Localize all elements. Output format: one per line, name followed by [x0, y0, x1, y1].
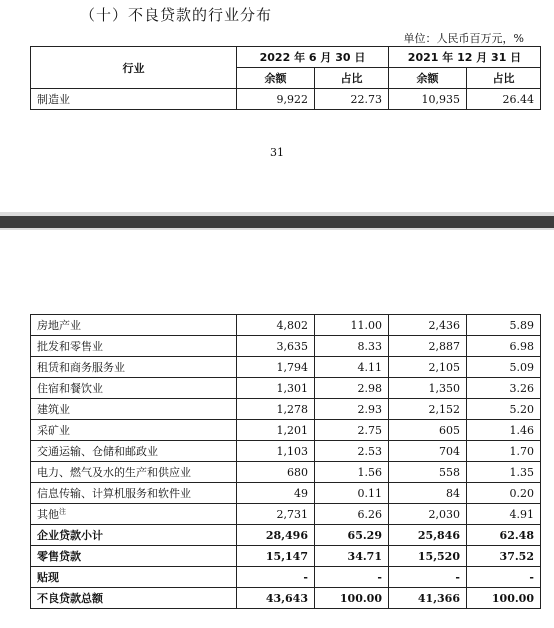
row-ratio-2021: 26.44 [467, 89, 541, 110]
row-ratio-2021: 100.00 [467, 588, 541, 609]
row-industry: 贴现 [31, 567, 237, 588]
table-row [31, 546, 541, 567]
row-balance-2022: 1,201 [237, 420, 315, 441]
page-number: 31 [270, 146, 284, 159]
row-balance-2021: 2,105 [389, 357, 467, 378]
table-row [31, 378, 541, 399]
footnote-marker: 注 [59, 507, 66, 516]
table-row [31, 336, 541, 357]
row-ratio-2022: 4.11 [315, 357, 389, 378]
row-ratio-2022: 1.56 [315, 462, 389, 483]
row-balance-2022: 3,635 [237, 336, 315, 357]
row-ratio-2022: 65.29 [315, 525, 389, 546]
row-balance-2022: 49 [237, 483, 315, 504]
row-industry: 信息传输、计算机服务和软件业 [31, 483, 237, 504]
row-ratio-2022: 100.00 [315, 588, 389, 609]
row-ratio-2022: 6.26 [315, 504, 389, 525]
row-industry: 其他$^注$ [31, 504, 237, 525]
row-industry: 批发和零售业 [31, 336, 237, 357]
row-industry: 建筑业 [31, 399, 237, 420]
row-ratio-2021: 1.70 [467, 441, 541, 462]
table-row [31, 588, 541, 609]
header-industry: 行业 [31, 47, 237, 89]
table-row [31, 420, 541, 441]
table-row [31, 441, 541, 462]
page-break-bar [0, 216, 554, 228]
row-balance-2021: 1,350 [389, 378, 467, 399]
row-ratio-2022: 2.53 [315, 441, 389, 462]
row-industry: 零售贷款 [31, 546, 237, 567]
row-ratio-2021: 3.26 [467, 378, 541, 399]
table-row [31, 567, 541, 588]
row-balance-2021: 704 [389, 441, 467, 462]
row-balance-2022: 680 [237, 462, 315, 483]
row-ratio-2022: - [315, 567, 389, 588]
row-balance-2022: 43,643 [237, 588, 315, 609]
row-balance-2021: 10,935 [389, 89, 467, 110]
npl-table-top [30, 46, 541, 110]
row-industry: 电力、燃气及水的生产和供应业 [31, 462, 237, 483]
row-ratio-2021: 37.52 [467, 546, 541, 567]
row-industry: 企业贷款小计 [31, 525, 237, 546]
row-balance-2021: 84 [389, 483, 467, 504]
row-balance-2021: 2,436 [389, 315, 467, 336]
row-ratio-2021: - [467, 567, 541, 588]
row-ratio-2021: 1.46 [467, 420, 541, 441]
row-ratio-2021: 6.98 [467, 336, 541, 357]
row-industry: 房地产业 [31, 315, 237, 336]
table-row [31, 462, 541, 483]
row-industry: 交通运输、仓储和邮政业 [31, 441, 237, 462]
row-balance-2021: 2,152 [389, 399, 467, 420]
header-balance-2022: 余额 [237, 68, 315, 89]
row-balance-2022: 9,922 [237, 89, 315, 110]
row-industry: 不良贷款总额 [31, 588, 237, 609]
header-period-2021: 2021 年 12 月 31 日 [389, 47, 541, 68]
row-balance-2021: 2,887 [389, 336, 467, 357]
row-industry: 采矿业 [31, 420, 237, 441]
row-ratio-2022: 8.33 [315, 336, 389, 357]
row-industry: 租赁和商务服务业 [31, 357, 237, 378]
row-balance-2022: 1,794 [237, 357, 315, 378]
row-ratio-2021: 5.09 [467, 357, 541, 378]
row-balance-2021: 2,030 [389, 504, 467, 525]
section-title: （十）不良贷款的行业分布 [80, 6, 273, 24]
row-balance-2021: 25,846 [389, 525, 467, 546]
table-row [31, 89, 541, 110]
row-ratio-2021: 5.20 [467, 399, 541, 420]
row-balance-2022: 15,147 [237, 546, 315, 567]
row-balance-2021: 558 [389, 462, 467, 483]
row-ratio-2022: 0.11 [315, 483, 389, 504]
npl-table-continued [30, 314, 541, 609]
header-balance-2021: 余额 [389, 68, 467, 89]
row-ratio-2022: 2.98 [315, 378, 389, 399]
row-ratio-2021: 5.89 [467, 315, 541, 336]
table-row [31, 357, 541, 378]
row-balance-2022: 28,496 [237, 525, 315, 546]
header-ratio-2022: 占比 [315, 68, 389, 89]
row-ratio-2022: 11.00 [315, 315, 389, 336]
row-ratio-2022: 2.93 [315, 399, 389, 420]
row-ratio-2022: 22.73 [315, 89, 389, 110]
table-row [31, 399, 541, 420]
unit-label: 单位：人民币百万元，% [403, 32, 524, 45]
row-balance-2022: 4,802 [237, 315, 315, 336]
table-row [31, 315, 541, 336]
table-row [31, 525, 541, 546]
row-balance-2022: - [237, 567, 315, 588]
row-balance-2021: - [389, 567, 467, 588]
row-balance-2022: 1,103 [237, 441, 315, 462]
row-balance-2021: 41,366 [389, 588, 467, 609]
row-ratio-2021: 1.35 [467, 462, 541, 483]
row-balance-2021: 15,520 [389, 546, 467, 567]
row-balance-2021: 605 [389, 420, 467, 441]
row-industry: 制造业 [31, 89, 237, 110]
row-ratio-2021: 62.48 [467, 525, 541, 546]
header-period-2022: 2022 年 6 月 30 日 [237, 47, 389, 68]
row-ratio-2021: 4.91 [467, 504, 541, 525]
table-row [31, 483, 541, 504]
row-ratio-2022: 34.71 [315, 546, 389, 567]
row-balance-2022: 1,278 [237, 399, 315, 420]
table-row [31, 504, 541, 525]
row-ratio-2022: 2.75 [315, 420, 389, 441]
row-balance-2022: 1,301 [237, 378, 315, 399]
row-industry: 住宿和餐饮业 [31, 378, 237, 399]
header-ratio-2021: 占比 [467, 68, 541, 89]
row-balance-2022: 2,731 [237, 504, 315, 525]
row-ratio-2021: 0.20 [467, 483, 541, 504]
